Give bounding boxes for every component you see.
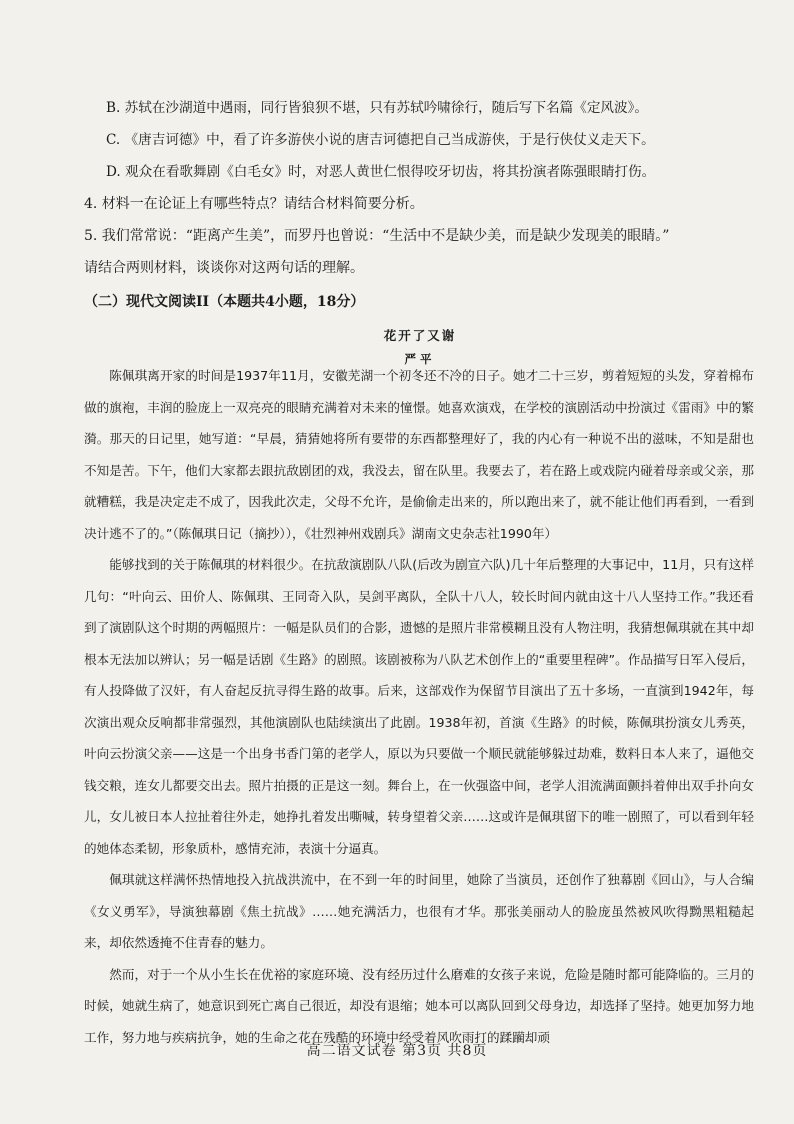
question-5: 5. 我们常常说：“距离产生美”，而罗丹也曾说：“生活中不是缺少美，而是缺少发现美的眼睛。” <box>84 228 670 244</box>
paragraph-4: 然而，对于一个从小生长在优裕的家庭环境、没有经历过什么磨难的女孩子来说，危险是随时都可能降临的。三月的时候，她就生病了，她意识到死亡离自己很近，却没有退缩；她本可以离队回到父母身边，却选择了坚持。她更加努力地工作，努力地与疾病抗争，她的生命之花在残酷的环境中经受着风吹雨打的蹂躏却顽 <box>84 966 754 1045</box>
questions-block <box>84 92 756 372</box>
option-d: D. 观众在看歌舞剧《白毛女》时，对恶人黄世仁恨得咬牙切齿，将其扮演者陈强眼睛打伤。 <box>106 164 656 180</box>
paragraph-1: 陈佩琪离开家的时间是1937年11月，安徽芜湖一个初冬还不冷的日子。她才二十三岁，剪着短短的头发，穿着棉布做的旗袍，丰润的脸庞上一双亮亮的眼睛充满着对未来的憧憬。她喜欢演戏，在学校的演剧活动中扮演过《雷雨》中的繁漪。那天的日记里，她写道：“早晨，猜猜她将所有要带的东西都整理好了，我的内心有一种说不出的滋味，不知是甜也不知是苦。下午，他们大家都去跟抗敌剧团的戏，我没去，留在队里。我要去了，若在路上或戏院内碰着母亲或父亲，那就糟糕，我是决定走不成了，因我此次走，父母不允许，是偷偷走出来的，所以跑出来了，就不能让他们再看到，一看到决计逃不了的。”（陈佩琪日记（摘抄）），《壮烈神州戏剧兵》湖南文史杂志社1990年） <box>84 368 754 541</box>
page-footer: 高二语文试卷 第3页 共8页 <box>306 1043 488 1059</box>
section-title: （二）现代文阅读II（本题共4小题，18分） <box>84 294 365 310</box>
story-author: 严平 <box>404 352 436 366</box>
story-title: 花开了又谢 <box>383 328 457 343</box>
paragraph-3: 佩琪就这样满怀热情地投入抗战洪流中，在不到一年的时间里，她除了当演员，还创作了独幕剧《回山》，与人合编《女义勇军》，导演独幕剧《焦土抗战》……她充满活力，也很有才华。那张美丽动人的脸庞虽然被风吹得黝黑粗糙起来，却依然透掩不住青春的魅力。 <box>84 872 754 950</box>
question-5-continued: 请结合两则材料，谈谈你对这两句话的理解。 <box>84 260 364 276</box>
option-b: B. 苏轼在沙湖道中遇雨，同行皆狼狈不堪，只有苏轼吟啸徐行，随后写下名篇《定风波》。 <box>106 100 648 116</box>
option-c: C. 《唐吉诃德》中，看了许多游侠小说的唐吉诃德把自己当成游侠，于是行侠仗义走天下。 <box>106 132 655 148</box>
question-4: 4. 材料一在论证上有哪些特点？请结合材料简要分析。 <box>84 196 424 212</box>
story-body <box>84 360 754 1053</box>
paragraph-2: 能够找到的关于陈佩琪的材料很少。在抗敌演剧队八队(后改为剧宣六队)几十年后整理的大事记中，11月，只有这样几句：“叶向云、田价人、陈佩琪、王同奇入队，吴剑平离队，全队十八人，较长时间内就由这十八人坚持工作。”我还看到了演剧队这个时期的两幅照片：一幅是队员们的合影，遗憾的是照片非常模糊且没有人物注明，我猜想佩琪就在其中却根本无法加以辨认；另一幅是话剧《生路》的剧照。该剧被称为八队艺术创作上的“重要里程碑”。作品描写日军入侵后，有人投降做了汉奸，有人奋起反抗寻得生路的故事。后来，这部戏作为保留节目演出了五十多场，一直演到1942年，每次演出观众反响都非常强烈，其他演剧队也陆续演出了此剧。1938年初，首演《生路》的时候，陈佩琪扮演女儿秀英，叶向云扮演父亲——这是一个出身书香门第的老学人，原以为只要做一个顺民就能够躲过劫难，数料日本人来了，逼他交钱交粮，连女儿都要交出去。照片拍摄的正是这一刻。舞台上，在一伙强盗中间，老学人泪流满面颤抖着伸出双手扑向女儿，女儿被日本人拉扯着往外走，她挣扎着发出嘶喊，转身望着父亲……这或许是佩琪留下的唯一剧照了，可以看到年轻的她体态柔韧，形象质朴，感情充沛，表演十分逼真。 <box>84 557 754 856</box>
